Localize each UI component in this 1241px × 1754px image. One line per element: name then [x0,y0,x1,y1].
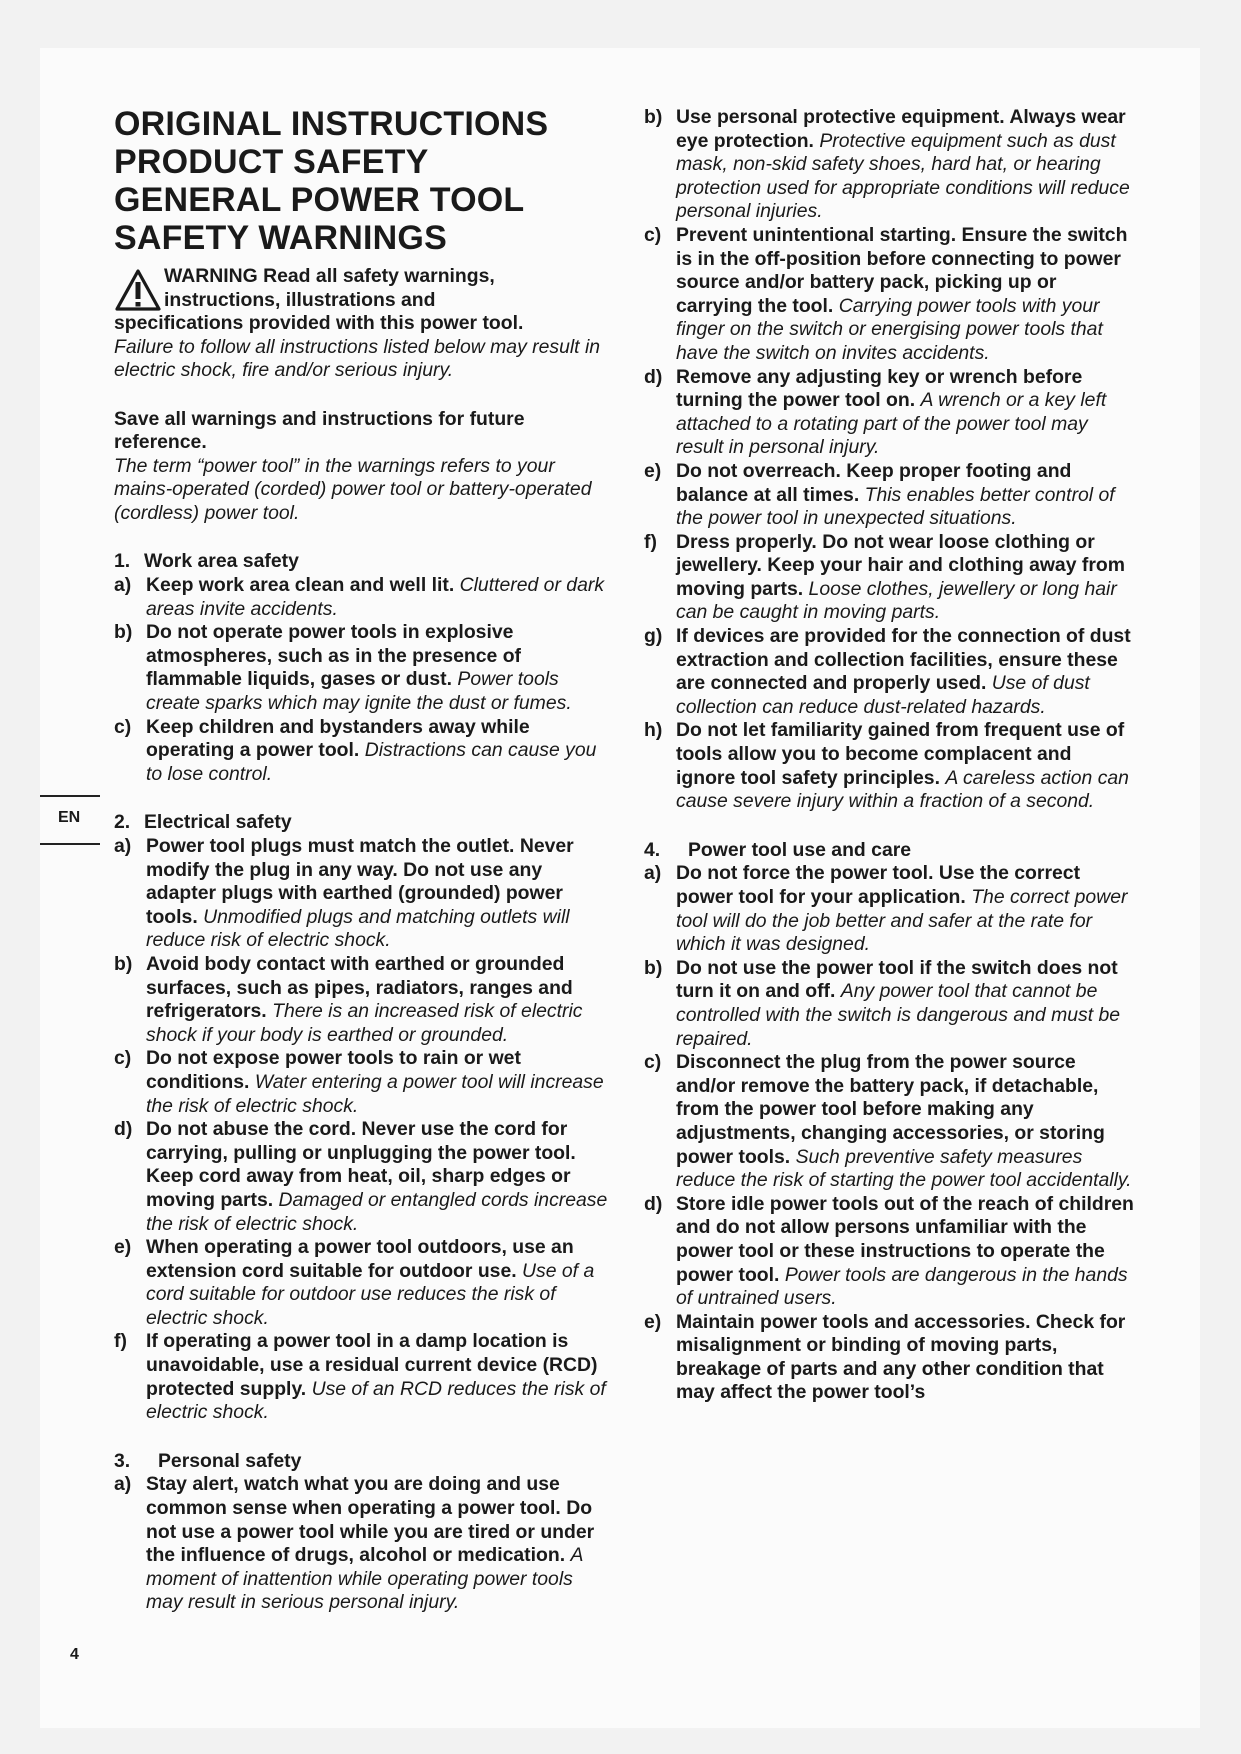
item-italic: There is an increased risk of electric shock if your body is earthed or grounded. [146,1000,583,1046]
language-label: EN [58,809,81,826]
item-bold: If devices are provided for the connection of dust extraction and collection facilities, ensure these are connected and properly used. [676,625,1131,695]
save-bold: Save all warnings and instructions for future reference. [114,407,525,454]
item-italic: A careless action can cause severe injury within a fraction of a second. [676,766,1129,813]
warning-italic: Failure to follow all instructions listed below may result in electric shock, fire and/or serious injury. [114,335,601,381]
list-item [644,862,1134,956]
item-bold: Do not abuse the cord. Never use the cord for carrying, pulling or unplugging the power tool. Keep cord away from heat, oil, sharp edges or moving parts. [146,1118,576,1211]
list-item [644,1311,1134,1405]
item-italic: Use of a cord suitable for outdoor use reduces the risk of electric shock. [146,1259,595,1329]
item-label: e) [644,1310,662,1333]
title-line-2: PRODUCT SAFETY [114,143,429,181]
item-bold: Disconnect the plug from the power source and/or remove the battery pack, if detachable, from the power tool before making any adjustments, changing accessories, or storing power tools. [676,1051,1105,1168]
item-label: b) [644,106,663,128]
list-item [644,625,1134,719]
item-label: b) [644,956,663,979]
warning-line-3: specifications provided with this power tool. [114,312,524,334]
list-item [644,460,1134,531]
item-bold: Do not operate power tools in explosive atmospheres, such as in the presence of flammable liquids, gases or dust. [146,621,522,691]
item-bold: Maintain power tools and accessories. Check for misalignment or binding of moving parts, breakage of parts and any other condition that may affect the power tool’s [676,1310,1126,1404]
warning-block [114,265,614,383]
warning-line-2: instructions, illustrations and [164,288,436,311]
item-bold: Do not expose power tools to rain or wet conditions. [146,1047,521,1093]
item-bold: Stay alert, watch what you are doing and use common sense when operating a power tool. Do not use a power tool while you are tired or under the influence of drugs, alcohol or medication. [146,1473,595,1567]
section-number: 1. [114,550,131,573]
right-column [644,106,1134,1405]
item-italic: Unmodified plugs and matching outlets will reduce risk of electric shock. [146,905,570,952]
item-label: c) [644,1051,662,1074]
item-bold: Do not use the power tool if the switch does not turn it on and off. [676,956,1118,1003]
save-italic: The term “power tool” in the warnings refers to your mains-operated (corded) power tool or battery-operated (cordless) power tool. [114,454,592,524]
item-bold: Avoid body contact with earthed or grounded surfaces, such as pipes, radiators, ranges and refrigerators. [146,952,573,1023]
item-italic: This enables better control of the power tool in unexpected situations. [676,483,1115,530]
section-number: 3. [114,1449,131,1472]
item-italic: Power tools are dangerous in the hands of untrained users. [676,1263,1128,1310]
section-heading-work-area [114,550,614,574]
list-item [644,1051,1134,1193]
section-title: Personal safety [158,1449,302,1472]
item-label: a) [644,862,662,885]
section-heading-personal [114,1450,614,1474]
item-bold: Do not overreach. Keep proper footing and balance at all times. [676,459,1072,506]
tab-divider-bottom [40,843,100,845]
section-number: 2. [114,811,131,834]
page-title [114,105,614,257]
list-item [644,366,1134,460]
title-line-4: SAFETY WARNINGS [114,219,447,257]
item-italic: A wrench or a key left attached to a rotating part of the power tool may result in personal injury. [676,389,1107,459]
item-italic: Power tools create sparks which may ignite the dust or fumes. [146,668,572,715]
item-label: c) [114,715,132,738]
list-item [644,957,1134,1051]
list-item [644,531,1134,625]
item-bold: Do not let familiarity gained from frequent use of tools allow you to become complacent and ignore tool safety principles. [676,719,1125,789]
item-italic: Water entering a power tool will increase the risk of electric shock. [146,1070,604,1117]
item-label: a) [114,835,132,857]
section-heading-electrical [114,811,614,835]
section-heading-tool-use [644,839,1134,863]
item-label: f) [644,530,657,553]
item-italic: Use of an RCD reduces the risk of electric shock. [146,1377,606,1424]
language-tab [40,795,100,845]
item-label: g) [644,625,663,648]
list-item [114,835,614,953]
item-bold: Do not force the power tool. Use the correct power tool for your application. [676,862,1081,908]
item-italic: Cluttered or dark areas invite accidents. [146,574,605,620]
item-label: c) [114,1047,132,1070]
section-title: Electrical safety [144,811,292,834]
item-label: d) [644,1192,663,1215]
item-italic: Damaged or entangled cords increase the risk of electric shock. [146,1188,608,1235]
list-item [114,1118,614,1236]
item-bold: Keep children and bystanders away while operating a power tool. [146,715,530,762]
list-item [114,1330,614,1424]
section-title: Work area safety [144,550,299,573]
item-bold: Store idle power tools out of the reach of children and do not allow persons unfamiliar with the power tool or these instructions to operate the power tool. [676,1192,1134,1286]
list-item [644,719,1134,813]
list-item [114,1236,614,1330]
item-label: a) [114,574,132,597]
section-title: Power tool use and care [688,838,912,861]
item-label: c) [644,223,662,246]
page-number: 4 [70,1646,79,1663]
item-label: d) [114,1118,133,1141]
item-italic: Use of dust collection can reduce dust-related hazards. [676,672,1090,718]
item-italic: Distractions can cause you to lose control. [146,739,597,785]
item-label: a) [114,1473,132,1496]
tab-divider-top [40,795,100,797]
list-item [114,1473,614,1615]
list-item [644,106,1134,224]
save-instructions [114,408,614,526]
item-bold: If operating a power tool in a damp location is unavoidable, use a residual current device (RCD) protected supply. [146,1330,598,1400]
left-column [114,105,614,1615]
item-bold: Power tool plugs must match the outlet. Never modify the plug in any way. Do not use any adapter plugs with earthed (grounded) power tools. [146,835,574,928]
item-italic: Any power tool that cannot be controlled with the switch is dangerous and must be repaired. [676,980,1121,1050]
item-bold: Keep work area clean and well lit. [146,574,455,597]
item-bold: When operating a power tool outdoors, use an extension cord suitable for outdoor use. [146,1236,574,1282]
item-bold: Remove any adjusting key or wrench before turning the power tool on. [676,365,1083,412]
item-label: e) [114,1236,132,1259]
item-italic: Such preventive safety measures reduce the risk of starting the power tool accidentally. [676,1145,1132,1192]
item-label: f) [114,1330,127,1353]
item-bold: Dress properly. Do not wear loose clothing or jewellery. Keep your hair and clothing away from moving parts. [676,530,1125,600]
item-bold: Use personal protective equipment. Always wear eye protection. [676,106,1126,152]
section-number: 4. [644,838,661,861]
item-italic: A moment of inattention while operating power tools may result in serious personal injury. [146,1544,583,1614]
list-item [644,224,1134,366]
item-bold: Prevent unintentional starting. Ensure the switch is in the off-position before connecting to power source and/or battery pack, picking up or carrying the tool. [676,223,1128,317]
item-label: b) [114,621,133,644]
list-item [114,953,614,1047]
title-line-1: ORIGINAL INSTRUCTIONS [114,105,549,143]
item-label: b) [114,952,133,975]
item-italic: Protective equipment such as dust mask, non-skid safety shoes, hard hat, or hearing protection used for appropriate conditions will reduce personal injuries. [676,129,1130,223]
list-item [644,1193,1134,1311]
item-italic: The correct power tool will do the job better and safer at the rate for which it was designed. [676,886,1128,956]
item-label: d) [644,365,663,388]
title-line-3: GENERAL POWER TOOL [114,181,525,219]
item-label: e) [644,459,662,482]
list-item [114,574,614,621]
item-label: h) [644,719,663,742]
item-italic: Carrying power tools with your finger on the switch or energising power tools that have the switch on invites accidents. [676,294,1103,364]
warning-line-1: WARNING Read all safety warnings, [164,265,495,287]
item-italic: Loose clothes, jewellery or long hair can be caught in moving parts. [676,577,1117,624]
list-item [114,621,614,715]
list-item [114,716,614,787]
list-item [114,1047,614,1118]
warning-triangle-icon [114,268,162,312]
